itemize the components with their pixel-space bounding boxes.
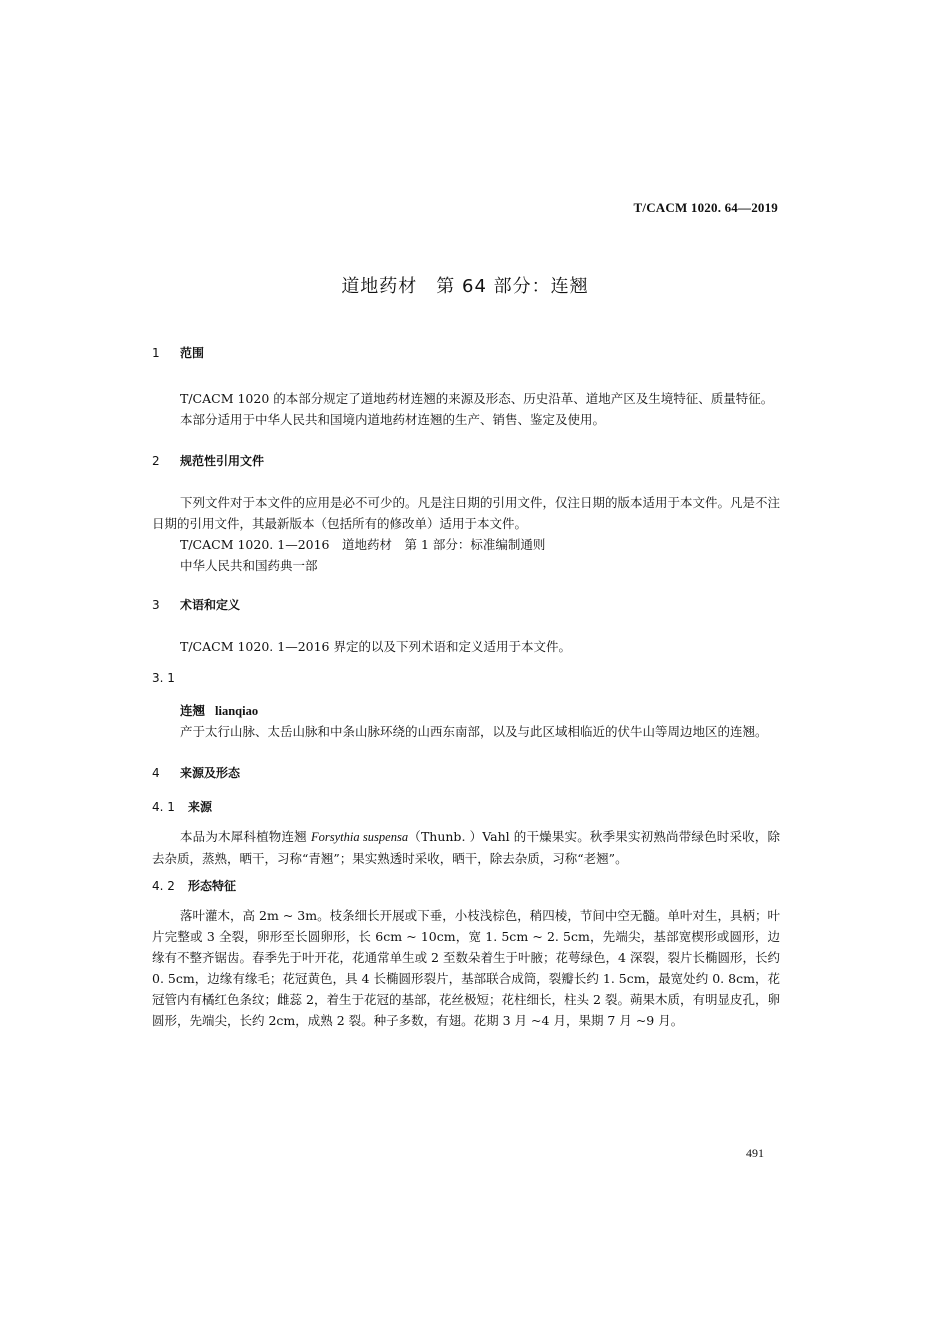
section-2-heading bbox=[152, 452, 780, 470]
section-1-paragraph-1: T/CACM 1020 的本部分规定了道地药材连翘的来源及形态、历史沿革、道地产区及生境特征、质量特征。 bbox=[180, 391, 774, 406]
subsection-4-1-heading bbox=[152, 798, 780, 816]
term-entry bbox=[152, 701, 780, 721]
normative-reference-1: T/CACM 1020. 1—2016 道地药材 第 1 部分：标准编制通则 bbox=[180, 537, 546, 552]
latin-name: Forsythia suspensa bbox=[311, 830, 409, 844]
source-text-before: 本品为木犀科植物连翘 bbox=[180, 829, 312, 844]
subsection-number: 4. 1 bbox=[152, 800, 175, 814]
term-definition: 产于太行山脉、太岳山脉和中条山脉环绕的山西东南部，以及与此区域相临近的伏牛山等周边地区的连翘。 bbox=[180, 724, 768, 739]
section-1-paragraph-2: 本部分适用于中华人民共和国境内道地药材连翘的生产、销售、鉴定及使用。 bbox=[180, 412, 606, 427]
source-text-after: （Thunb. ）Vahl 的干燥果实。秋季果实初熟尚带绿色时采收，除去杂质，蒸熟，晒干，习称“青翘”；果实熟透时采收，晒干，除去杂质，习称“老翘”。 bbox=[152, 829, 780, 866]
section-title: 范围 bbox=[180, 346, 205, 360]
section-number: 3 bbox=[152, 598, 160, 612]
section-2-paragraph-1: 下列文件对于本文件的应用是必不可少的。凡是注日期的引用文件，仅注日期的版本适用于本文件。凡是不注日期的引用文件，其最新版本（包括所有的修改单）适用于本文件。 bbox=[152, 495, 781, 531]
section-3-paragraph-1: T/CACM 1020. 1—2016 界定的以及下列术语和定义适用于本文件。 bbox=[180, 639, 571, 654]
normative-reference-2: 中华人民共和国药典一部 bbox=[180, 558, 318, 573]
section-number: 4 bbox=[152, 766, 160, 780]
subsection-title: 形态特征 bbox=[188, 879, 237, 893]
section-title: 来源及形态 bbox=[180, 766, 241, 780]
subsection-3-1-number bbox=[152, 669, 780, 687]
section-4-heading bbox=[152, 764, 780, 782]
section-1-heading bbox=[152, 344, 780, 362]
document-title: 道地药材 第 64 部分：连翘 bbox=[341, 276, 589, 297]
subsection-title: 来源 bbox=[188, 800, 213, 814]
subsection-4-1-paragraph bbox=[152, 826, 780, 869]
section-title: 术语和定义 bbox=[180, 598, 241, 612]
subsection-4-2-heading bbox=[152, 877, 780, 895]
document-body bbox=[152, 344, 780, 1031]
section-number: 1 bbox=[152, 346, 160, 360]
section-number: 2 bbox=[152, 454, 160, 468]
subsection-4-2-paragraph: 落叶灌木，高 2m ~ 3m。枝条细长开展或下垂，小枝浅棕色，稍四棱，节间中空无髓。单叶对生，具柄；叶片完整或 3 全裂，卵形至长圆卵形，长 6cm ~ 10cm，宽 1. 5cm ~ 2. 5cm，先端尖，基部宽楔形或圆形，边缘有不整齐锯齿。春季先于叶开花，花通常单生或 2 至数朵着生于叶腋；花萼绿色，4 深裂，裂片长椭圆形，长约 0. 5cm，边缘有缘毛；花冠黄色，具 4 长椭圆形裂片，基部联合成筒，裂瓣长约 1. 5cm，最宽处约 0. 8cm，花冠管内有橘红色条纹；雌蕊 2，着生于花冠的基部，花丝极短；花柱细长，柱头 2 裂。蒴果木质，有明显皮孔，卵圆形，先端尖，长约 2cm，成熟 2 裂。种子多数，有翅。花期 3 月 ~4 月，果期 7 月 ~9 月。 bbox=[152, 908, 780, 1028]
page-number: 491 bbox=[746, 1146, 764, 1160]
subsection-number: 3. 1 bbox=[152, 671, 175, 685]
standard-number: T/CACM 1020. 64—2019 bbox=[633, 200, 778, 215]
section-title: 规范性引用文件 bbox=[180, 454, 265, 468]
term-pinyin: lianqiao bbox=[215, 704, 259, 718]
subsection-number: 4. 2 bbox=[152, 879, 175, 893]
term-chinese: 连翘 bbox=[180, 703, 206, 718]
section-3-heading bbox=[152, 596, 780, 614]
